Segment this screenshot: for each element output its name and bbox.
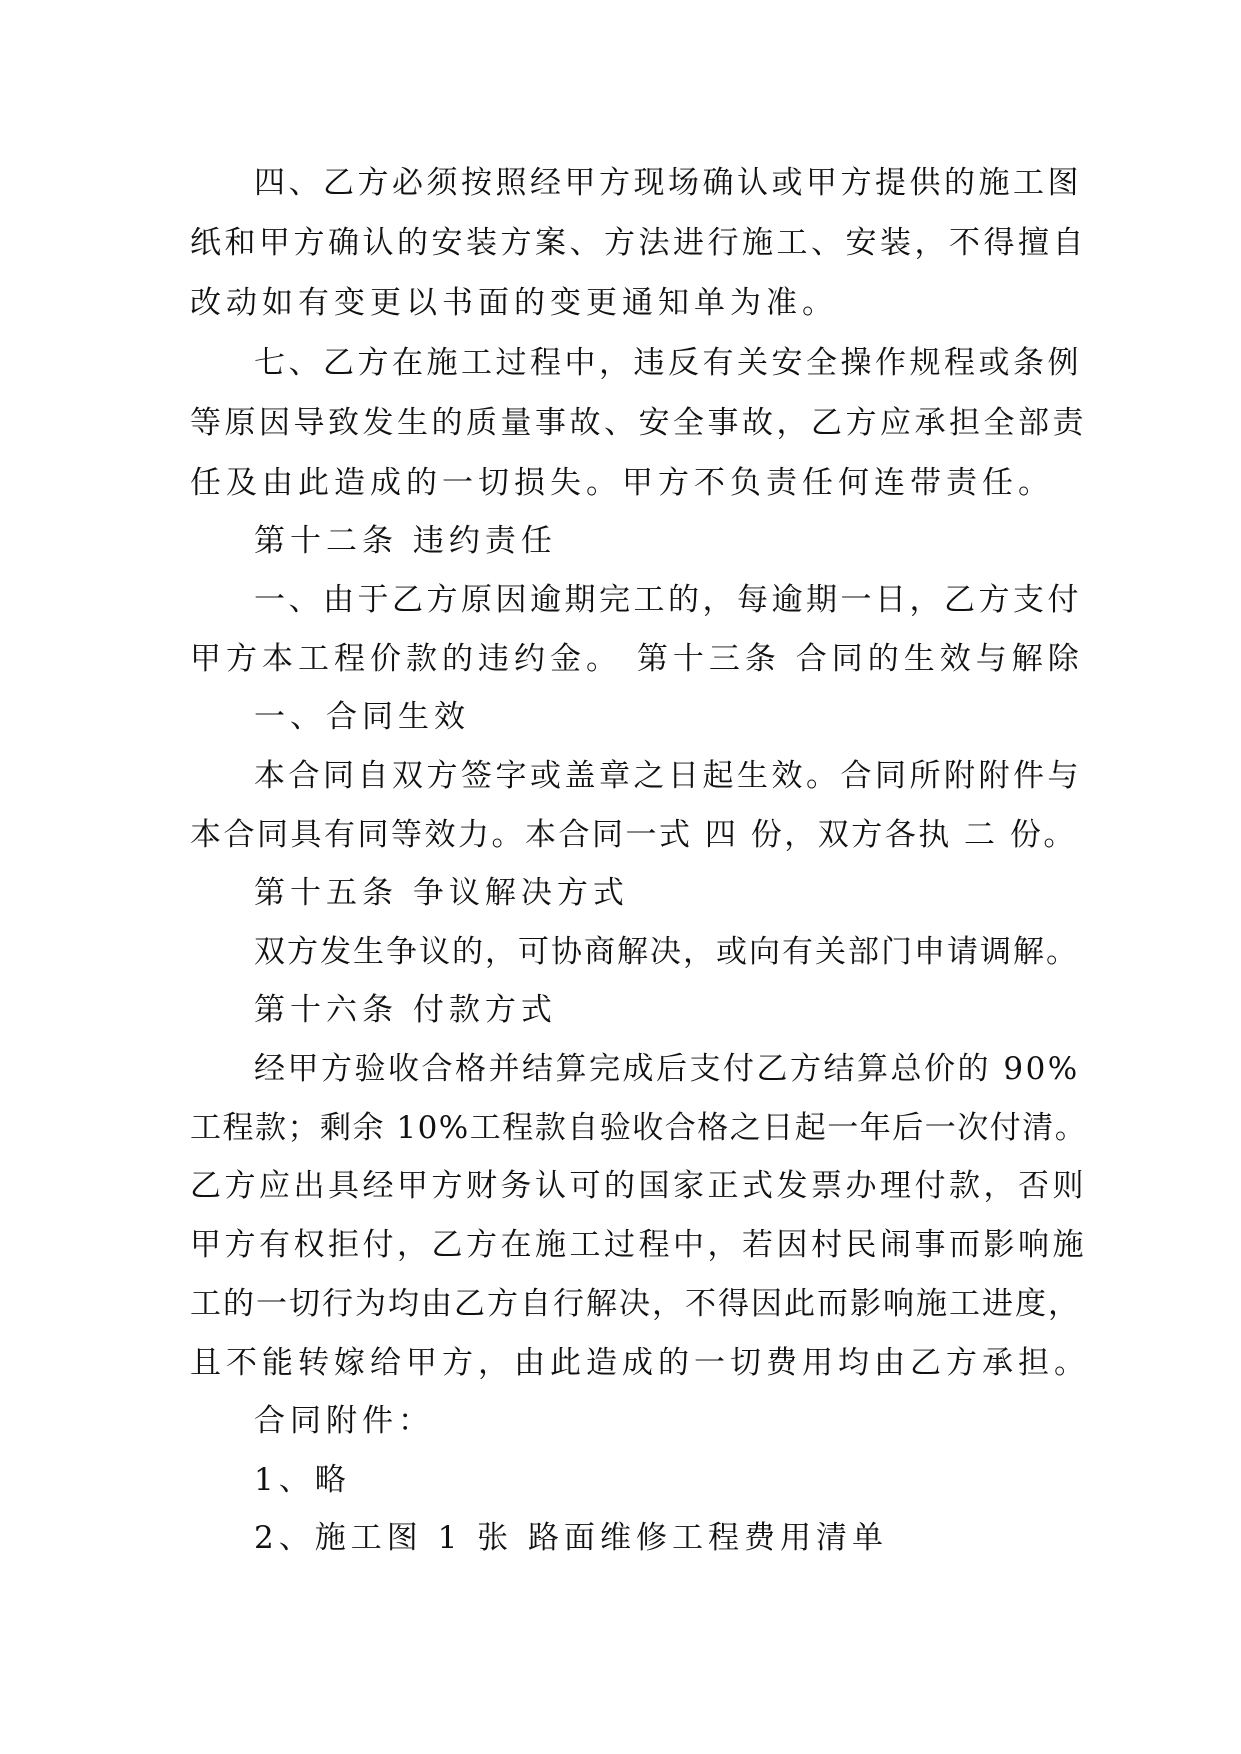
text-line: 工的一切行为均由乙方自行解决，不得因此而影响施工进度， xyxy=(190,1286,1081,1322)
text-line: 一、合同生效 xyxy=(254,699,470,735)
text-line: 双方发生争议的，可协商解决，或向有关部门申请调解。 xyxy=(254,934,1079,970)
text-line: 纸和甲方确认的安装方案、方法进行施工、安装，不得擅自 xyxy=(190,225,1087,261)
text-line: 七、乙方在施工过程中，违反有关安全操作规程或条例 xyxy=(254,345,1082,381)
text-line: 合同附件： xyxy=(254,1403,434,1439)
text-line: 本合同自双方签字或盖章之日起生效。合同所附附件与 xyxy=(254,758,1082,794)
text-line: 四、乙方必须按照经甲方现场确认或甲方提供的施工图 xyxy=(254,165,1082,201)
text-line: 甲方有权拒付，乙方在施工过程中，若因村民闹事而影响施 xyxy=(190,1227,1087,1263)
text-line: 一、由于乙方原因逾期完工的，每逾期一日，乙方支付 xyxy=(254,582,1082,618)
text-line: 甲方本工程价款的违约金。 第十三条 合同的生效与解除 xyxy=(190,641,1084,677)
section-heading: 第十二条 违约责任 xyxy=(254,523,557,559)
list-item: 2、施工图 1 张 路面维修工程费用清单 xyxy=(254,1520,889,1556)
text-line: 工程款；剩余 10%工程款自验收合格之日起一年后一次付清。 xyxy=(190,1110,1088,1146)
text-line: 改动如有变更以书面的变更通知单为准。 xyxy=(190,285,838,321)
text-line: 任及由此造成的一切损失。甲方不负责任何连带责任。 xyxy=(190,465,1054,501)
section-heading: 第十五条 争议解决方式 xyxy=(254,875,629,911)
list-item: 1、略 xyxy=(254,1462,351,1498)
text-line: 乙方应出具经甲方财务认可的国家正式发票办理付款，否则 xyxy=(190,1168,1087,1204)
section-heading: 第十六条 付款方式 xyxy=(254,992,557,1028)
text-line: 本合同具有同等效力。本合同一式 四 份，双方各执 二 份。 xyxy=(190,817,1077,853)
text-line: 且不能转嫁给甲方，由此造成的一切费用均由乙方承担。 xyxy=(190,1345,1090,1381)
text-line: 经甲方验收合格并结算完成后支付乙方结算总价的 90% xyxy=(254,1051,1080,1087)
text-line: 等原因导致发生的质量事故、安全事故，乙方应承担全部责 xyxy=(190,405,1087,441)
